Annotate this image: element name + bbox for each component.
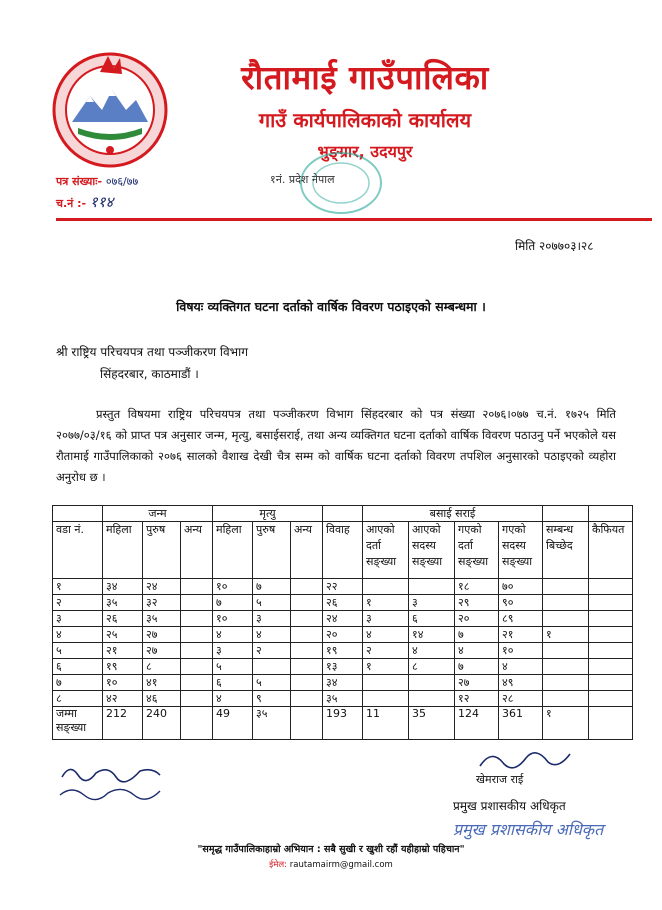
table-cell: [543, 579, 589, 595]
group-header-death: मृत्यु: [213, 506, 323, 522]
total-cell: 11: [363, 707, 409, 740]
table-row: [53, 627, 633, 643]
total-cell: 35: [409, 707, 455, 740]
email-label: ईमेल:: [269, 860, 290, 870]
total-cell: [181, 707, 213, 740]
province-label: १नं. प्रदेश नेपाल: [270, 173, 335, 186]
letter-date: मिति २०७७०३।२८: [515, 239, 594, 253]
table-cell: २४: [143, 579, 181, 595]
column-header: गएको सदस्य सङ्ख्या: [499, 522, 543, 579]
table-cell: [181, 643, 213, 659]
table-cell: १८: [455, 579, 499, 595]
table-cell: १०: [103, 675, 143, 691]
nepal-emblem-logo: [50, 50, 170, 170]
dispatch-number-label: च.नं :-: [56, 197, 90, 210]
event-registration-table: [52, 505, 633, 740]
total-row: [53, 707, 633, 740]
table-cell: २६: [103, 611, 143, 627]
table-cell: १०: [499, 643, 543, 659]
table-cell: ७: [455, 627, 499, 643]
total-cell: 49: [213, 707, 253, 740]
table-row: [53, 595, 633, 611]
table-cell: ३४: [323, 675, 363, 691]
table-cell: १४: [409, 627, 455, 643]
table-row: [53, 643, 633, 659]
table-cell: ४: [455, 643, 499, 659]
table-cell: [363, 675, 409, 691]
dispatch-number-value: ११४: [89, 193, 114, 211]
total-cell: [589, 707, 633, 740]
officer-name: खेमराज राई: [476, 773, 524, 786]
org-address: भुङ्ग्रार, उदयपुर: [317, 142, 413, 161]
table-cell: [323, 506, 363, 522]
table-cell: [181, 627, 213, 643]
table-cell: [363, 691, 409, 707]
table-row: [53, 675, 633, 691]
table-cell: [589, 691, 633, 707]
table-cell: [409, 691, 455, 707]
table-cell: ७०: [499, 579, 543, 595]
table-cell: २: [253, 643, 291, 659]
table-cell: [409, 579, 455, 595]
table-cell: ८९: [499, 611, 543, 627]
table-cell: [291, 627, 323, 643]
table-cell: ३: [213, 643, 253, 659]
table-cell: ४: [499, 659, 543, 675]
total-cell: १: [543, 707, 589, 740]
table-cell: [589, 627, 633, 643]
total-cell: 124: [455, 707, 499, 740]
table-cell: [589, 579, 633, 595]
table-cell: [543, 675, 589, 691]
table-cell: ८: [143, 659, 181, 675]
table-cell: १०: [213, 611, 253, 627]
table-cell: ४: [253, 627, 291, 643]
table-cell: ९०: [499, 595, 543, 611]
column-header: पुरुष: [143, 522, 181, 579]
table-cell: [543, 611, 589, 627]
total-cell: 361: [499, 707, 543, 740]
table-cell: ५: [253, 595, 291, 611]
table-cell: [543, 643, 589, 659]
table-row: [53, 659, 633, 675]
total-cell: ३५: [253, 707, 291, 740]
table-cell: [181, 691, 213, 707]
total-cell: [291, 707, 323, 740]
table-cell: [409, 675, 455, 691]
letter-number-label: पत्र संख्याः-: [56, 175, 106, 188]
table-cell: २८: [499, 691, 543, 707]
table-cell: ४: [409, 643, 455, 659]
table-cell: [589, 611, 633, 627]
ward-number-cell: ४: [53, 627, 103, 643]
table-cell: [291, 659, 323, 675]
table-cell: २: [363, 643, 409, 659]
officer-title: प्रमुख प्रशासकीय अधिकृत: [453, 799, 566, 813]
handwritten-signature-left: [56, 755, 176, 805]
table-cell: २२: [323, 579, 363, 595]
column-header: सम्बन्ध बिच्छेद: [543, 522, 589, 579]
table-row: [53, 579, 633, 595]
table-cell: [291, 611, 323, 627]
table-cell: ५: [253, 675, 291, 691]
letter-subject: विषयः व्यक्तिगत घटना दर्ताको वार्षिक विवरण पठाइएको सम्बन्धमा ।: [176, 299, 486, 314]
table-cell: ४६: [143, 691, 181, 707]
total-cell: 240: [143, 707, 181, 740]
table-cell: २०: [323, 627, 363, 643]
column-header: आएको सदस्य सङ्ख्या: [409, 522, 455, 579]
table-cell: ३२: [143, 595, 181, 611]
table-cell: [589, 595, 633, 611]
group-header-birth: जन्म: [103, 506, 213, 522]
table-cell: [291, 595, 323, 611]
table-cell: १: [543, 627, 589, 643]
table-cell: २७: [143, 627, 181, 643]
table-cell: ३५: [143, 611, 181, 627]
table-cell: [589, 506, 633, 522]
table-cell: [291, 579, 323, 595]
ward-number-cell: ५: [53, 643, 103, 659]
ward-number-cell: ८: [53, 691, 103, 707]
table-cell: ३: [409, 595, 455, 611]
column-header: पुरुष: [253, 522, 291, 579]
table-cell: [181, 579, 213, 595]
table-cell: १२: [455, 691, 499, 707]
table-cell: ९: [253, 691, 291, 707]
table-cell: १९: [103, 659, 143, 675]
table-cell: [589, 659, 633, 675]
table-cell: [543, 691, 589, 707]
table-cell: [181, 675, 213, 691]
table-cell: [181, 611, 213, 627]
column-header: महिला: [103, 522, 143, 579]
table-cell: १०: [213, 579, 253, 595]
table-cell: २७: [455, 675, 499, 691]
column-header: आएको दर्ता सङ्ख्या: [363, 522, 409, 579]
table-cell: [291, 675, 323, 691]
table-cell: ४: [363, 627, 409, 643]
group-header-row: [53, 506, 633, 522]
footer-slogan: "समृद्ध गाउँपालिकाहाम्रो अभियान : सबै सुखी र खुशी रहौं यहीहाम्रो पहिचान": [197, 844, 465, 855]
letter-body: प्रस्तुत विषयमा राष्ट्रिय परिचयपत्र तथा पञ्जीकरण विभाग सिंहदरबार को पत्र संख्या २०७६।०७७ च.नं. १७२५ मिति २०७७/०३/१६ को प्राप्त पत्र अनुसार जन्म, मृत्यु, बसाईसराई, तथा अन्य व्यक्तिगत घटना दर्ताको वार्षिक विवरण पठाउनु पर्ने भएकोले यस रौतामाई गाउँपालिकाको २०७६ सालको वैशाख देखी चैत्र सम्म को वार्षिक घटना दर्ताको विवरण तपशिल अनुसारको पठाइएको व्यहोरा अनुरोध छ ।: [56, 407, 616, 484]
table-cell: ४९: [499, 675, 543, 691]
table-cell: ६: [409, 611, 455, 627]
table-cell: १९: [323, 643, 363, 659]
table-body: [53, 579, 633, 707]
table-cell: १३: [323, 659, 363, 675]
org-name: रौतामाई गाउँपालिका: [241, 58, 489, 97]
ward-number-cell: ७: [53, 675, 103, 691]
officer-seal-stamp: प्रमुख प्रशासकीय अधिकृत: [453, 820, 604, 839]
table-cell: ४: [213, 691, 253, 707]
table-cell: २९: [455, 595, 499, 611]
table-cell: ८: [409, 659, 455, 675]
ward-number-cell: २: [53, 595, 103, 611]
table-cell: २७: [143, 643, 181, 659]
column-header: महिला: [213, 522, 253, 579]
table-cell: १: [363, 595, 409, 611]
letter-number-value: ०७६/७७: [105, 175, 139, 188]
table-cell: १: [363, 659, 409, 675]
table-row: [53, 611, 633, 627]
table-cell: ३: [253, 611, 291, 627]
table-cell: ७: [455, 659, 499, 675]
table-cell: ४१: [143, 675, 181, 691]
office-name: गाउँ कार्यपालिकाको कार्यालय: [258, 108, 472, 132]
table-cell: २५: [103, 627, 143, 643]
column-header: वडा नं.: [53, 522, 103, 579]
email-address: rautamairm@gmail.com: [289, 860, 393, 870]
table-cell: [291, 691, 323, 707]
ward-number-cell: ६: [53, 659, 103, 675]
table-cell: २०: [455, 611, 499, 627]
table-cell: [291, 643, 323, 659]
table-cell: २१: [499, 627, 543, 643]
table-cell: [589, 643, 633, 659]
total-label: जम्मा सङ्ख्या: [53, 707, 103, 740]
column-header-row: [53, 522, 633, 579]
table-cell: ५: [213, 659, 253, 675]
header-divider: [56, 218, 652, 221]
table-cell: ७: [213, 595, 253, 611]
table-cell: ३५: [103, 595, 143, 611]
table-cell: [181, 659, 213, 675]
ward-number-cell: ३: [53, 611, 103, 627]
dispatch-number: [56, 192, 113, 212]
recipient-line-2: सिंहदरबार, काठमाडौं ।: [100, 367, 199, 381]
letter-number: [56, 174, 138, 189]
table-cell: [543, 506, 589, 522]
column-header: अन्य: [291, 522, 323, 579]
table-cell: ४: [213, 627, 253, 643]
table-cell: ४२: [103, 691, 143, 707]
table-cell: [543, 659, 589, 675]
table-cell: ३५: [323, 691, 363, 707]
table-cell: [589, 675, 633, 691]
table-cell: ३४: [103, 579, 143, 595]
table-cell: ७: [253, 579, 291, 595]
table-row: [53, 691, 633, 707]
footer-email: [0, 859, 662, 870]
column-header: अन्य: [181, 522, 213, 579]
total-cell: 193: [323, 707, 363, 740]
table-cell: २४: [323, 611, 363, 627]
table-cell: २६: [323, 595, 363, 611]
table-cell: [181, 595, 213, 611]
table-cell: ६: [213, 675, 253, 691]
group-header-migration: बसाई सराई: [363, 506, 543, 522]
column-header: कैफियत: [589, 522, 633, 579]
table-cell: २१: [103, 643, 143, 659]
ward-number-cell: १: [53, 579, 103, 595]
recipient-line-1: श्री राष्ट्रिय परिचयपत्र तथा पञ्जीकरण विभाग: [56, 345, 248, 359]
table-cell: [53, 506, 103, 522]
table-cell: [363, 579, 409, 595]
column-header: गएको दर्ता सङ्ख्या: [455, 522, 499, 579]
table-cell: [253, 659, 291, 675]
table-cell: ३: [363, 611, 409, 627]
table-cell: [543, 595, 589, 611]
column-header: विवाह: [323, 522, 363, 579]
total-cell: 212: [103, 707, 143, 740]
